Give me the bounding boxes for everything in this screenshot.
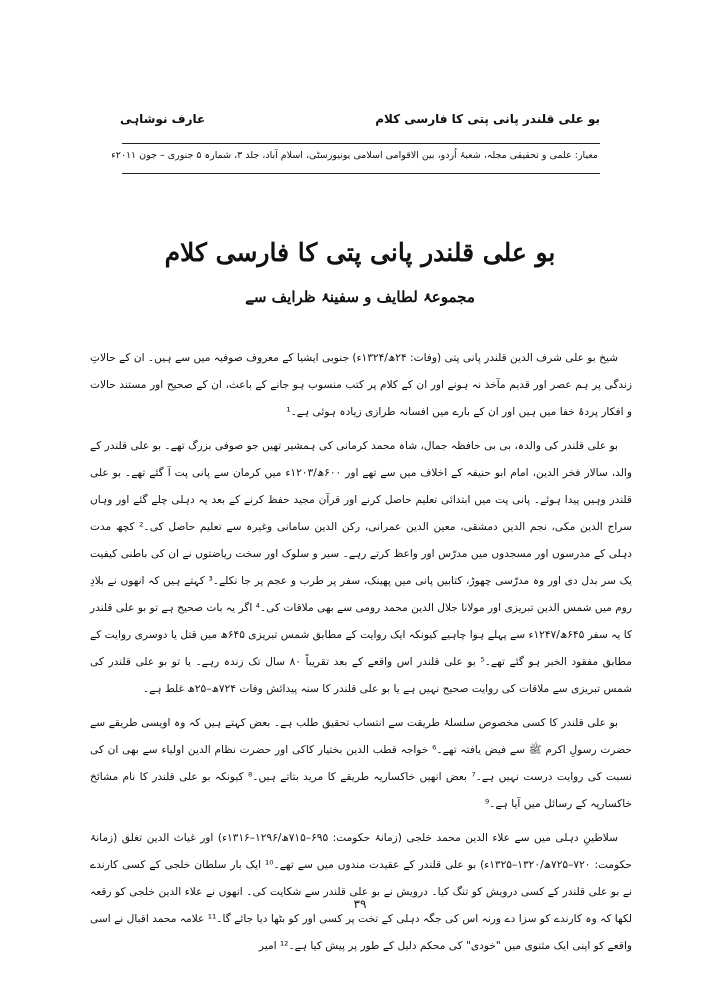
page-number: ۳۹ <box>353 897 367 911</box>
article-title: بو علی قلندر پانی پتی کا فارسی کلام <box>164 238 556 267</box>
article-subtitle: مجموعۂ لطایف و سفینۂ ظرایف سے <box>245 288 475 306</box>
running-head <box>120 108 600 130</box>
journal-citation: معیار: علمی و تحقیقی مجلہ، شعبۂ اُردو، بین الاقوامی اسلامی یونیورسٹی، اسلام آباد، جلد ۳، شمارہ ۵ جنوری – جون ۲۰۱۱ء <box>111 150 598 161</box>
article-body <box>90 345 632 960</box>
running-head-article-title: بو علی قلندر پانی پتی کا فارسی کلام <box>375 112 600 126</box>
paragraph: سلاطینِ دہلی میں سے علاء الدین محمد خلجی (زمانۂ حکومت: ۶۹۵–۷۱۵ھ/۱۲۹۶–۱۳۱۶ء) اور غیاث الدین تغلق (زمانۂ حکومت: ۷۲۰–۷۲۵ھ/۱۳۲۰–۱۳۲۵ء) بو علی قلندر کے عقیدت مندوں میں سے تھے۔¹⁰ ایک بار سلطان خلجی کے کسی کارندے نے بو علی قلندر کے کسی درویش کو تنگ کیا۔ درویش نے بو علی قلندر سے شکایت کی۔ انھوں نے علاء الدین خلجی کو رقعہ لکھا کہ وہ کارندے کو سزا دے ورنہ اس کی جگہ دہلی کے تخت پر کسی اور کو بٹھا دیا جائے گا۔¹¹ علامہ محمد اقبال نے اسی واقعے کو اپنی ایک مثنوی میں "خودی" کی محکم دلیل کے طور پر پیش کیا ہے۔¹² امیر <box>90 832 632 952</box>
header-rule-top <box>122 143 600 144</box>
paragraph: شیخ بو علی شرف الدین قلندر پانی پتی (وفات: ۲۴ھ/۱۳۲۴ء) جنوبی ایشیا کے معروف صوفیہ میں سے ہیں۔ ان کے حالاتِ زندگی پر ہم عصر اور قدیم مآخذ نہ ہونے اور ان کے کلام پر کتب منسوب ہو جانے کے باعث، ان کے صحیح اور مستند حالات و افکار پردۂ خفا میں ہیں اور ان کے بارے میں افسانہ طرازی زیادہ ہوئی ہے۔¹ <box>90 352 632 418</box>
header-rule-bottom <box>122 173 600 174</box>
paragraph: بو علی قلندر کا کسی مخصوص سلسلۂ طریقت سے انتساب تحقیق طلب ہے۔ بعض کہتے ہیں کہ وہ اویسی طریقے سے حضرت رسولِ اکرم ﷺ سے فیض یافتہ تھے۔⁶ خواجہ قطب الدین بختیار کاکی اور حضرت نظام الدین اولیاء سے بھی ان کی نسبت کی روایت درست نہیں ہے۔⁷ بعض انھیں خاکساریہ طریقے کا مرید بتاتے ہیں۔⁸ کیونکہ بو علی قلندر کا نام مشائخ خاکساریہ کے رسائل میں آیا ہے۔⁹ <box>90 717 632 810</box>
running-head-author: عارف نوشاہی <box>120 112 206 126</box>
paragraph: بو علی قلندر کی والدہ، بی بی حافظہ جمال، شاہ محمد کرمانی کی ہمشیر تھیں جو صوفی بزرگ تھے۔ بو علی قلندر کے والد، سالار فخر الدین، امام ابو حنیفہ کے اخلاف میں سے تھے اور ۶۰۰ھ/۱۲۰۳ء میں کرمان سے پانی پت آ گئے تھے۔ بو علی قلندر وہیں پیدا ہوئے۔ پانی پت میں ابتدائی تعلیم حاصل کرنے اور قرآن مجید حفظ کرنے کے بعد یہ دہلی چلے گئے اور وہاں سراج الدین مکی، نجم الدین دمشقی، معین الدین عمرانی، رکن الدین سامانی وغیرہ سے تعلیم حاصل کی۔² کچھ مدت دہلی کے مدرسوں اور مسجدوں میں مدرّس اور واعظ کرتے رہے۔ سیر و سلوک اور سخت ریاضتوں نے ان کی باطنی کیفیت یک سر بدل دی اور وہ مدرّسی چھوڑ، کتابیں پانی میں پھینک، سفر پر طرب و عجم پر جا نکلے۔³ کہتے ہیں کہ انھوں نے بلادِ روم میں شمس الدین تبریزی اور مولانا جلال الدین محمد رومی سے بھی ملاقات کی۔⁴ اگر یہ بات صحیح ہے تو بو علی قلندر کا یہ سفر ۶۴۵ھ/۱۲۴۷ء سے پہلے ہوا چاہیے کیونکہ ایک روایت کے مطابق شمس تبریزی ۶۴۵ھ میں قتل یا دوسری روایت کے مطابق مفقود الخبر ہو گئے تھے۔⁵ بو علی قلندر اس واقعے کے بعد تقریباً ۸۰ سال تک زندہ رہے۔ یا تو بو علی قلندر کی شمس تبریزی سے ملاقات کی روایت صحیح نہیں ہے یا بو علی قلندر کا سنہ پیدائش وفات ۷۲۴ھ–۲۵ھ غلط ہے۔ <box>89 440 633 695</box>
